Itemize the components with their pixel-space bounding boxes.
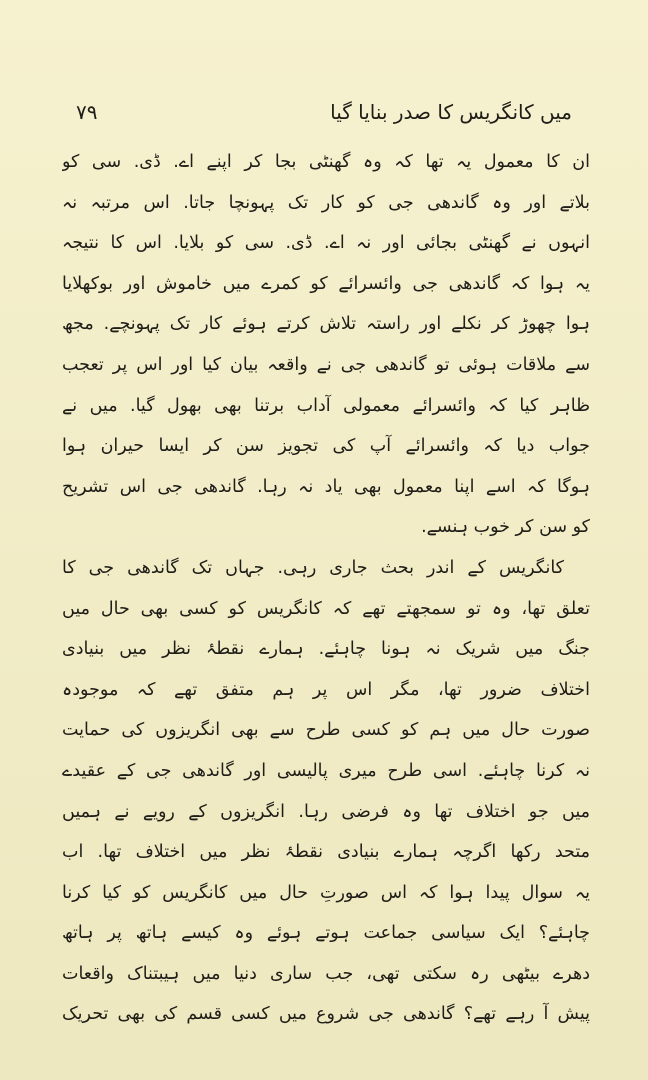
paragraph: [62, 548, 590, 1035]
text-line: پیش آ رہے تھے؟ گاندھی جی شروع میں کسی قسم کی بھی تحریک: [62, 1004, 590, 1025]
text-line: چاہئے؟ ایک سیاسی جماعت ہوتے ہوئے وہ کیسے ہاتھ پر ہاتھ: [62, 923, 590, 944]
text-line: صورت حال میں ہم کو کسی طرح سے بھی انگریزوں کی حمایت: [62, 720, 590, 741]
text-line: کانگریس کے اندر بحث جاری رہی. جہاں تک گاندھی جی کا: [62, 557, 564, 578]
text-line: جنگ میں شریک نہ ہونا چاہئے. ہمارے نقطۂ نظر میں بنیادی: [62, 639, 590, 660]
text-line: یہ سوال پیدا ہوا کہ اس صورتِ حال میں کانگریس کو کیا کرنا: [62, 882, 590, 903]
text-line: کو سن کر خوب ہنسے.: [421, 517, 590, 538]
body-text: [62, 142, 590, 1035]
text-line: ظاہر کیا کہ وائسرائے معمولی آداب برتنا بھی بھول گیا. میں نے: [62, 395, 590, 416]
page-header: [76, 92, 572, 132]
text-line: انہوں نے گھنٹی بجائی اور نہ اے. ڈی. سی کو بلایا. اس کا نتیجہ: [62, 233, 590, 254]
text-line: میں جو اختلاف تھا وہ فرضی رہا. انگریزوں کے رویے نے ہمیں: [62, 801, 590, 822]
text-line: ان کا معمول یہ تھا کہ وہ گھنٹی بجا کر اپنے اے. ڈی. سی کو: [62, 152, 590, 172]
text-line: جواب دیا کہ وائسرائے آپ کی تجویز سن کر ایسا حیران ہوا: [62, 436, 590, 457]
text-line: یہ ہوا کہ گاندھی جی وائسرائے کو کمرے میں خاموش اور بوکھلایا: [62, 273, 590, 294]
text-line: متحد رکھا اگرچہ ہمارے بنیادی نقطۂ نظر میں اختلاف تھا. اب: [62, 842, 590, 863]
text-line: ہوگا کہ اسے اپنا معمول بھی یاد نہ رہا. گاندھی جی اس تشریح: [62, 476, 590, 497]
text-line: نہ کرنا چاہئے. اسی طرح میری پالیسی اور گاندھی جی کے عقیدے: [62, 760, 590, 781]
text-line: ہوا چھوڑ کر نکلے اور راستہ تلاش کرتے ہوئے کار تک پہونچے. مجھ: [62, 314, 590, 335]
text-line: بلاتے اور وہ گاندھی جی کو کار تک پہونچا جاتا. اس مرتبہ نہ: [62, 192, 590, 213]
text-line: دھرے بیٹھی رہ سکتی تھی، جب ساری دنیا میں ہیبتناک واقعات: [62, 963, 590, 984]
text-line: تعلق تھا، وہ تو سمجھتے تھے کہ کانگریس کو کسی بھی حال میں: [62, 598, 590, 619]
chapter-title: میں کانگریس کا صدر بنایا گیا: [330, 100, 572, 124]
page-number: ۷۹: [76, 100, 98, 124]
text-line: سے ملاقات ہوئی تو گاندھی جی نے واقعہ بیان کیا اور اس پر تعجب: [62, 354, 590, 375]
text-line: اختلاف ضرور تھا، مگر اس پر ہم متفق تھے کہ موجودہ: [62, 679, 590, 700]
paragraph: [62, 142, 590, 548]
